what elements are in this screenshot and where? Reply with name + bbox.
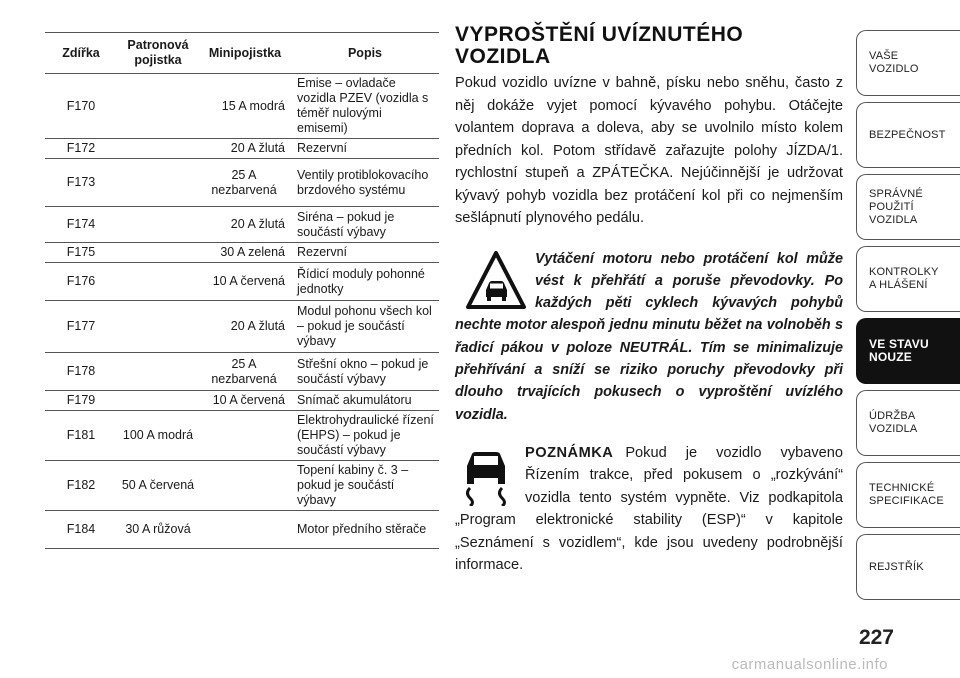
cell-mini-fuse: 25 A nezbarvená [199, 159, 291, 207]
cell-description: Modul pohonu všech kol – pokud je součástí výbavy [291, 301, 439, 353]
cell-cavity: F173 [45, 159, 117, 207]
caution-car-icon [465, 250, 527, 312]
cell-mini-fuse: 30 A zelená [199, 243, 291, 263]
cell-mini-fuse: 25 A nezbarvená [199, 353, 291, 391]
fuse-table-body [45, 74, 439, 549]
cell-cartridge-fuse [117, 391, 199, 411]
cell-cartridge-fuse [117, 263, 199, 301]
table-row [45, 139, 439, 159]
note-block [455, 442, 843, 577]
table-row [45, 207, 439, 243]
tab-chapter-2[interactable]: BEZPEČNOST [856, 102, 960, 168]
main-column [455, 24, 843, 577]
tab-chapter-4[interactable]: KONTROLKY A HLÁŠENÍ [856, 246, 960, 312]
cell-cavity: F181 [45, 411, 117, 461]
tab-chapter-7[interactable]: TECHNICKÉ SPECIFIKACE [856, 462, 960, 528]
section-body: Pokud vozidlo uvízne v bahně, písku nebo sněhu, často z něj dokáže vyjet pomocí kývavého pohybu. Otáčejte volantem doprava a doleva, aby se uvolnilo místo kolem předních kol. Potom střídavě zařazujte polohy JÍZDA/1. rychlostní stupeň a ZPÁTEČKA. Nejúčinnější je udržovat kývavý pohyb vozidla bez protáčení kol při co nejmenším sešlápnutí plynového pedálu. [455, 75, 843, 226]
cell-cavity: F172 [45, 139, 117, 159]
table-row [45, 391, 439, 411]
cell-mini-fuse: 10 A červená [199, 391, 291, 411]
tab-chapter-1[interactable]: VAŠE VOZIDLO [856, 30, 960, 96]
tab-chapter-6[interactable]: ÚDRŽBA VOZIDLA [856, 390, 960, 456]
cell-description: Střešní okno – pokud je součástí výbavy [291, 353, 439, 391]
table-header-row [45, 33, 439, 74]
cell-cartridge-fuse [117, 159, 199, 207]
cell-mini-fuse: 10 A červená [199, 263, 291, 301]
page-number: 227 [858, 626, 894, 649]
cell-cavity: F182 [45, 461, 117, 511]
fuse-table [45, 32, 439, 549]
cell-description: Topení kabiny č. 3 – pokud je součástí výbavy [291, 461, 439, 511]
table-row [45, 511, 439, 549]
cell-cartridge-fuse [117, 243, 199, 263]
table-row [45, 461, 439, 511]
cell-description: Snímač akumulátoru [291, 391, 439, 411]
cell-cartridge-fuse [117, 353, 199, 391]
cell-cartridge-fuse [117, 301, 199, 353]
cell-cavity: F178 [45, 353, 117, 391]
cell-mini-fuse: 20 A žlutá [199, 207, 291, 243]
header-cartridge-fuse: Patronová pojistka [117, 33, 199, 74]
table-row [45, 74, 439, 139]
tab-chapter-5[interactable]: VE STAVU NOUZE [856, 318, 960, 384]
cell-cavity: F170 [45, 74, 117, 139]
cell-cavity: F175 [45, 243, 117, 263]
tab-chapter-3[interactable]: SPRÁVNÉ POUŽITÍ VOZIDLA [856, 174, 960, 240]
cell-description: Ventily protiblokovacího brzdového systému [291, 159, 439, 207]
cell-description: Rezervní [291, 243, 439, 263]
cell-mini-fuse: 20 A žlutá [199, 139, 291, 159]
table-row [45, 243, 439, 263]
skidding-car-icon [455, 448, 517, 506]
note-label: POZNÁMKA [525, 444, 614, 461]
cell-cartridge-fuse: 50 A červená [117, 461, 199, 511]
header-description: Popis [291, 33, 439, 74]
cell-cartridge-fuse [117, 74, 199, 139]
cell-description: Rezervní [291, 139, 439, 159]
warning-block [455, 248, 843, 426]
warning-text: Vytáčení motoru nebo protáčení kol může vést k přehřátí a poruše převodovky. Po každých pěti cyklech kývavých pohybů nechte motor alespoň jednu minutu běžet na volnoběh s řadicí pákou v poloze NEUTRÁL. Tím se minimalizuje přehřívání a sníží se riziko poruchy převodovky při dlouho trvajících pokusech o vyproštění uvízlého vozidla. [455, 250, 843, 423]
cell-mini-fuse: 20 A žlutá [199, 301, 291, 353]
cell-cavity: F184 [45, 511, 117, 549]
cell-cavity: F179 [45, 391, 117, 411]
cell-cartridge-fuse [117, 207, 199, 243]
cell-cavity: F177 [45, 301, 117, 353]
cell-cavity: F176 [45, 263, 117, 301]
chapter-tabs [856, 30, 960, 606]
cell-mini-fuse [199, 411, 291, 461]
cell-description: Motor předního stěrače [291, 511, 439, 549]
cell-mini-fuse [199, 511, 291, 549]
cell-mini-fuse: 15 A modrá [199, 74, 291, 139]
note-text: Pokud je vozidlo vybaveno Řízením trakce, před pokusem o „rozkývání“ vozidla tento systém vypněte. Viz podkapitola „Program elektronické stability (ESP)“ v kapitole „Seznámení s vozidlem“, kde jsou uvedeny podrobnější informace. [455, 444, 843, 574]
header-mini-fuse: Minipojistka [199, 33, 291, 74]
cell-cavity: F174 [45, 207, 117, 243]
cell-description: Řídicí moduly pohonné jednotky [291, 263, 439, 301]
cell-mini-fuse [199, 461, 291, 511]
cell-description: Siréna – pokud je součástí výbavy [291, 207, 439, 243]
cell-description: Emise – ovladače vozidla PZEV (vozidla s téměř nulovými emisemi) [291, 74, 439, 139]
cell-cartridge-fuse: 100 A modrá [117, 411, 199, 461]
table-row [45, 301, 439, 353]
cell-cartridge-fuse: 30 A růžová [117, 511, 199, 549]
table-row [45, 159, 439, 207]
section-title: VYPROŠTĚNÍ UVÍZNUTÉHO VOZIDLA [455, 23, 744, 68]
cell-description: Elektrohydraulické řízení (EHPS) – pokud je součástí výbavy [291, 411, 439, 461]
watermark: carmanualsonline.info [731, 656, 888, 673]
table-row [45, 353, 439, 391]
table-row [45, 411, 439, 461]
header-cavity: Zdířka [45, 33, 117, 74]
cell-cartridge-fuse [117, 139, 199, 159]
tab-chapter-8[interactable]: REJSTŘÍK [856, 534, 960, 600]
table-row [45, 263, 439, 301]
